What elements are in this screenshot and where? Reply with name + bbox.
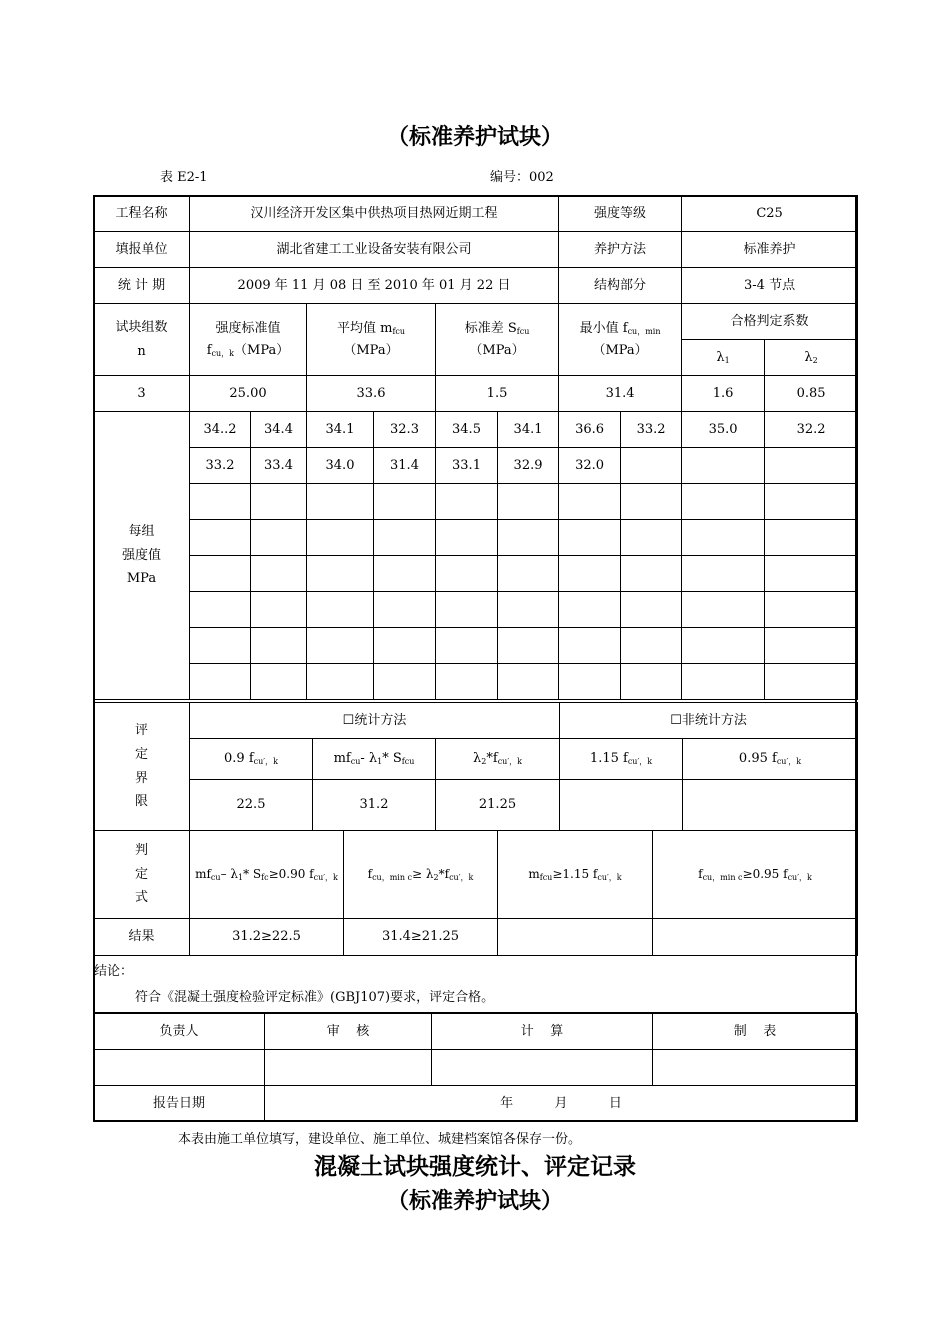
n-value: 3 xyxy=(94,376,190,412)
nonstat-method-checkbox[interactable]: ☐非统计方法 xyxy=(560,703,858,739)
std-sub: cu，k xyxy=(211,348,235,358)
footer-subtitle: （标准养护试块） xyxy=(386,1189,563,1214)
unit-value: 湖北省建工工业设备安装有限公司 xyxy=(190,232,559,268)
conclusion-text: 符合《混凝土强度检验评定标准》(GBJ107)要求，评定合格。 xyxy=(135,990,495,1005)
part-value: 3-4 节点 xyxy=(682,268,858,304)
value-cell: 33.2 xyxy=(190,448,251,484)
lambda1-symbol: λ xyxy=(716,349,725,365)
e3a: m xyxy=(528,866,540,881)
min-value: 31.4 xyxy=(559,376,682,412)
f4-text: 1.15 f xyxy=(589,751,628,767)
sd-label: 标准差 S xyxy=(464,320,517,336)
limit-formula-3 xyxy=(436,739,560,780)
value-cell: 34..2 xyxy=(190,412,251,448)
strength-label-2: 强度值 xyxy=(121,547,161,563)
limits-label-3: 界 xyxy=(134,770,148,786)
value-cell: 34.5 xyxy=(436,412,498,448)
conclusion-box xyxy=(93,955,857,1013)
groups-label: 试块组数 xyxy=(115,319,168,335)
conclusion-label: 结论： xyxy=(94,964,134,979)
info-stats-table xyxy=(93,195,858,700)
signoff-table xyxy=(93,1013,858,1122)
make-label: 制 表 xyxy=(653,1014,858,1050)
value-cell: 36.6 xyxy=(559,412,621,448)
lambda2-header xyxy=(765,340,858,376)
e2a: f xyxy=(367,866,373,881)
f5-sub: cu′，k xyxy=(776,757,802,767)
e1b: – λ xyxy=(220,866,238,881)
min-unit: （MPa） xyxy=(592,342,648,358)
value-cell: 32.3 xyxy=(374,412,436,448)
grade-label: 强度等级 xyxy=(559,196,682,232)
footer-title: 混凝土试块强度统计、评定记录 xyxy=(314,1154,636,1180)
judge-label-3: 式 xyxy=(134,890,148,906)
limit-formula-5 xyxy=(683,739,858,780)
value-cell: 31.4 xyxy=(374,448,436,484)
limits-label-1: 评 xyxy=(134,723,148,739)
limits-label-4: 限 xyxy=(134,794,148,810)
f1-sub: cu′，k xyxy=(253,757,278,767)
judge-label-1: 判 xyxy=(134,843,148,859)
result-4 xyxy=(653,919,858,956)
judge-expr-1 xyxy=(190,831,344,919)
empty-row xyxy=(94,664,858,700)
limit-formula-1 xyxy=(190,739,313,780)
f4-sub: cu′，k xyxy=(627,757,653,767)
empty-row xyxy=(94,592,858,628)
value-cell: 34.1 xyxy=(498,412,559,448)
value-cell xyxy=(682,448,765,484)
e1s3: fc xyxy=(261,872,269,882)
lambda1-header xyxy=(682,340,765,376)
empty-row xyxy=(94,520,858,556)
groups-header xyxy=(94,304,190,376)
l2-value: 0.85 xyxy=(765,376,858,412)
lambda2-sub: 2 xyxy=(812,355,818,365)
value-cell: 32.2 xyxy=(765,412,858,448)
sd-header xyxy=(436,304,559,376)
review-label: 审 核 xyxy=(265,1014,432,1050)
judge-table xyxy=(93,830,858,956)
f3-mid: *f xyxy=(486,751,498,767)
min-header xyxy=(559,304,682,376)
sd-sub: fcu xyxy=(516,326,530,336)
limit-value-1: 22.5 xyxy=(190,780,313,831)
f2-mid: - λ xyxy=(360,751,378,767)
judge-expr-4 xyxy=(653,831,858,919)
f2-sub: cu xyxy=(350,757,361,767)
min-sub: cu，min xyxy=(627,326,661,336)
judge-expr-3 xyxy=(498,831,653,919)
limit-formula-4 xyxy=(560,739,683,780)
date-value: 年 月 日 xyxy=(265,1086,858,1122)
empty-row xyxy=(94,556,858,592)
strength-label-3: MPa xyxy=(126,571,157,587)
f1-text: 0.9 f xyxy=(224,751,254,767)
mean-value: 33.6 xyxy=(307,376,436,412)
empty-row xyxy=(94,484,858,520)
responsible-label: 负责人 xyxy=(94,1014,265,1050)
result-2: 31.4≥21.25 xyxy=(344,919,498,956)
sd-unit: （MPa） xyxy=(469,342,525,358)
f2-tail: * S xyxy=(382,751,402,767)
e1s2: 1 xyxy=(237,872,244,882)
f3-sub: 2 xyxy=(481,757,487,767)
e4s1: cu，min c xyxy=(702,872,743,882)
value-cell: 33.4 xyxy=(251,448,307,484)
e1a: mf xyxy=(195,866,211,881)
value-cell: 32.0 xyxy=(559,448,621,484)
std-header xyxy=(190,304,307,376)
limit-formula-2 xyxy=(313,739,436,780)
limit-value-3: 21.25 xyxy=(436,780,560,831)
strength-label xyxy=(94,412,190,700)
grade-value: C25 xyxy=(682,196,858,232)
unit-label: 填报单位 xyxy=(94,232,190,268)
empty-row xyxy=(94,628,858,664)
f3-sub2: cu′，k xyxy=(497,757,522,767)
part-label: 结构部分 xyxy=(559,268,682,304)
e2s1: cu，min c xyxy=(372,872,413,882)
result-1: 31.2≥22.5 xyxy=(190,919,344,956)
e4a: f xyxy=(698,866,703,881)
f2-text: mf xyxy=(333,751,351,767)
lambda2-symbol: λ xyxy=(804,349,813,365)
value-cell xyxy=(765,448,858,484)
std-label: 强度标准值 xyxy=(215,320,281,336)
limits-table xyxy=(93,702,858,831)
cure-value: 标准养护 xyxy=(682,232,858,268)
page-subtitle-top: （标准养护试块） xyxy=(386,125,563,150)
e2b: ≥ λ xyxy=(412,866,434,881)
mean-label: 平均值 m xyxy=(336,320,393,336)
e3b: ≥1.15 f xyxy=(552,866,598,881)
value-cell: 34.1 xyxy=(307,412,374,448)
judge-label-2: 定 xyxy=(134,866,148,882)
lambda1-sub: 1 xyxy=(724,355,730,365)
cure-label: 养护方法 xyxy=(559,232,682,268)
e2s3: cu′，k xyxy=(449,872,474,882)
f2-sub3: fcu xyxy=(401,757,415,767)
f5-text: 0.95 f xyxy=(738,751,777,767)
f3-text: λ xyxy=(473,751,482,767)
serial-number: 编号：002 xyxy=(490,170,554,185)
e2s2: 2 xyxy=(433,872,439,882)
fcuk-value: 25.00 xyxy=(190,376,307,412)
value-cell: 34.0 xyxy=(307,448,374,484)
project-value: 汉川经济开发区集中供热项目热网近期工程 xyxy=(190,196,559,232)
strength-label-1: 每组 xyxy=(128,524,155,540)
limits-label xyxy=(94,703,190,831)
result-label: 结果 xyxy=(94,919,190,956)
value-cell: 34.4 xyxy=(251,412,307,448)
footer-note: 本表由施工单位填写，建设单位、施工单位、城建档案馆各保存一份。 xyxy=(178,1132,582,1147)
mean-header xyxy=(307,304,436,376)
result-3 xyxy=(498,919,653,956)
coef-header: 合格判定系数 xyxy=(682,304,858,340)
calc-label: 计 算 xyxy=(432,1014,653,1050)
f2-sub2: 1 xyxy=(377,757,383,767)
e3s2: cu′，k xyxy=(597,872,622,882)
limit-value-5 xyxy=(683,780,858,831)
period-label: 统 计 期 xyxy=(94,268,190,304)
date-label: 报告日期 xyxy=(94,1086,265,1122)
form-code: 表 E2-1 xyxy=(160,170,208,185)
groups-n: n xyxy=(137,343,146,359)
mean-sub: fcu xyxy=(392,326,406,336)
stat-method-checkbox[interactable]: ☐统计方法 xyxy=(190,703,560,739)
e1c: * S xyxy=(243,866,262,881)
min-label: 最小值 f xyxy=(579,320,628,336)
project-label: 工程名称 xyxy=(94,196,190,232)
sd-value: 1.5 xyxy=(436,376,559,412)
e3s1: fcu xyxy=(539,872,553,882)
judge-expr-2 xyxy=(344,831,498,919)
value-cell: 35.0 xyxy=(682,412,765,448)
value-cell: 33.1 xyxy=(436,448,498,484)
e4s2: cu′，k xyxy=(787,872,812,882)
limit-value-4 xyxy=(560,780,683,831)
limit-value-2: 31.2 xyxy=(313,780,436,831)
e2c: *f xyxy=(438,866,450,881)
signature-row xyxy=(94,1050,858,1086)
period-value: 2009 年 11 月 08 日 至 2010 年 01 月 22 日 xyxy=(190,268,559,304)
e1d: ≥0.90 f xyxy=(268,866,314,881)
limits-label-2: 定 xyxy=(134,746,148,762)
judge-label xyxy=(94,831,190,919)
value-cell xyxy=(621,448,682,484)
e1s1: cu xyxy=(210,872,221,882)
value-cell: 32.9 xyxy=(498,448,559,484)
mean-unit: （MPa） xyxy=(343,342,399,358)
e4b: ≥0.95 f xyxy=(742,866,788,881)
l1-value: 1.6 xyxy=(682,376,765,412)
std-unit: （MPa） xyxy=(234,342,290,358)
value-cell: 33.2 xyxy=(621,412,682,448)
std-symbol: f xyxy=(206,342,212,358)
e1s4: cu′，k xyxy=(313,872,338,882)
